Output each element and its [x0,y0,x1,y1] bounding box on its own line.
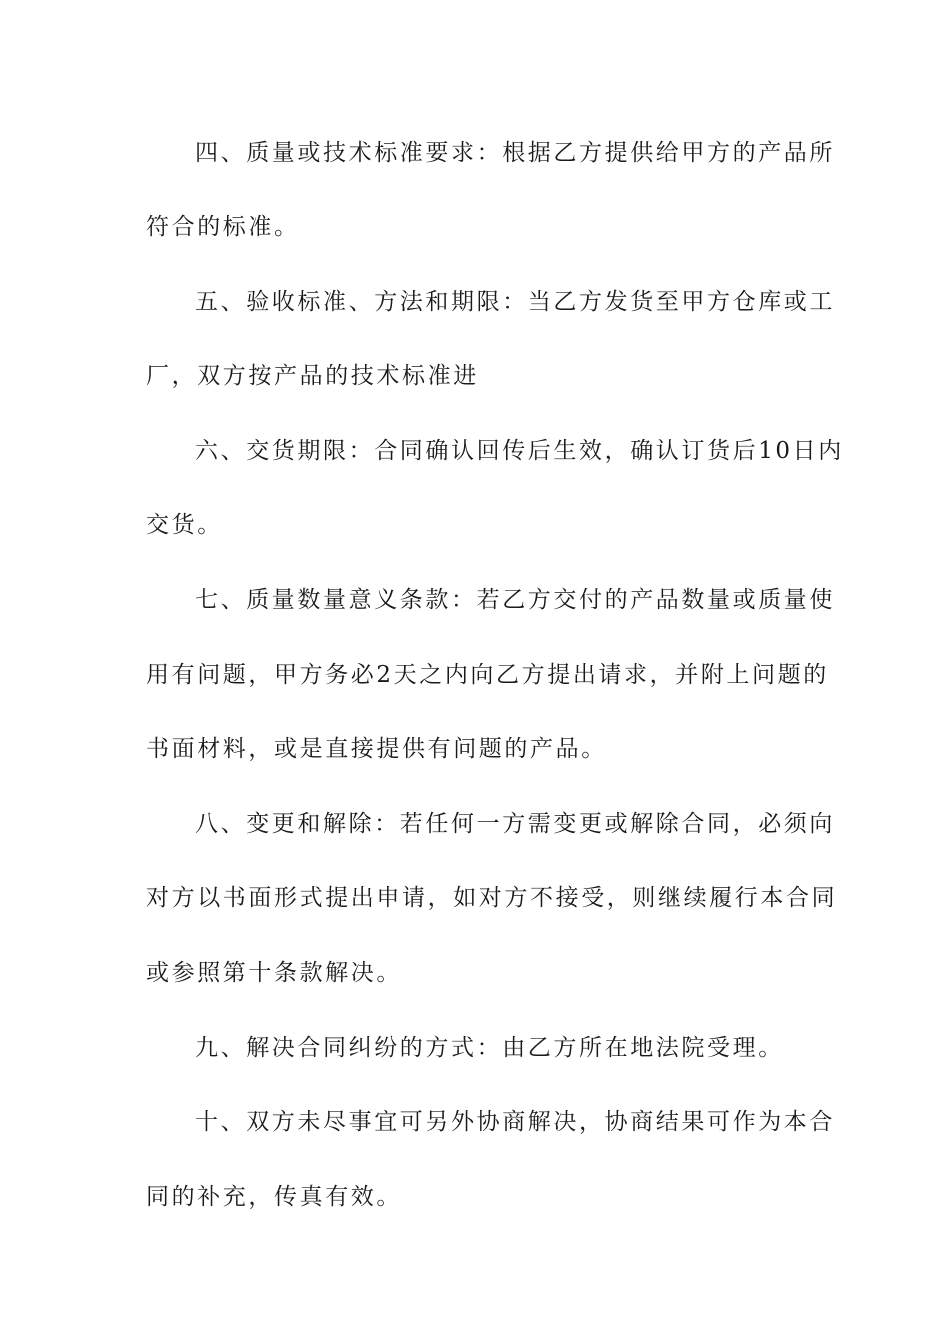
clause-10-line-2: 同的补充，传真有效。 [146,1184,402,1210]
clause-7-line-1: 七、质量数量意义条款：若乙方交付的产品数量或质量使 [195,587,835,613]
clause-8-line-2: 对方以书面形式提出申请，如对方不接受，则继续履行本合同 [146,885,838,911]
clause-7-line-3: 书面材料，或是直接提供有问题的产品。 [146,736,607,762]
clause-8-line-1: 八、变更和解除：若任何一方需变更或解除合同，必须向 [195,811,835,837]
clause-7-line-2: 用有问题，甲方务必2天之内向乙方提出请求，并附上问题的 [146,662,829,688]
clause-5-line-2: 厂，双方按产品的技术标准进 [146,363,479,389]
clause-6-line-2: 交货。 [146,512,223,538]
clause-8-line-3: 或参照第十条款解决。 [146,960,402,986]
clause-5-line-1: 五、验收标准、方法和期限：当乙方发货至甲方仓库或工 [195,289,835,315]
clause-10-line-1: 十、双方未尽事宜可另外协商解决，协商结果可作为本合 [195,1109,835,1135]
clause-9-line-1: 九、解决合同纠纷的方式：由乙方所在地法院受理。 [195,1035,784,1061]
clause-6-line-1: 六、交货期限：合同确认回传后生效，确认订货后10日内 [195,438,844,464]
clause-4-line-2: 符合的标准。 [146,214,300,240]
clause-4-line-1: 四、质量或技术标准要求：根据乙方提供给甲方的产品所 [195,140,835,166]
